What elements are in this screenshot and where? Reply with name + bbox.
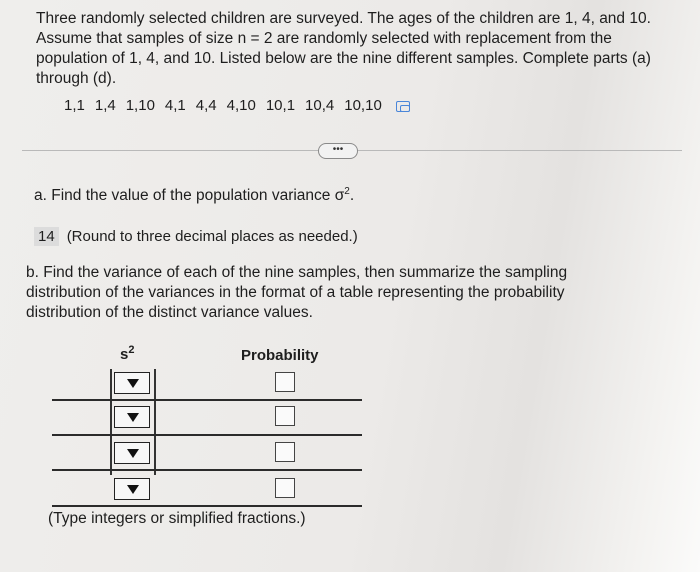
table-column-border <box>154 369 156 475</box>
part-b-question: b. Find the variance of each of the nine samples, then summarize the sampling distribution of the variances in the format of a table representing the probability distribution of the distinct variance values. <box>26 264 568 321</box>
sample-item: 4,10 <box>226 97 256 114</box>
variance-dropdown[interactable] <box>114 372 150 394</box>
variance-dropdown[interactable] <box>114 442 150 464</box>
sample-item: 4,1 <box>164 97 186 114</box>
sample-item: 1,1 <box>64 97 85 114</box>
part-a-question-suffix: . <box>349 187 355 205</box>
variance-column-header <box>120 344 134 363</box>
intro-text: Three randomly selected children are surveyed. The ages of the children are 1, 4, and 10. Assume that samples of size n = 2 are randomly selected with replacement from the population of 1, 4, and 10. Listed below are the nine different samples. Complete parts (a) through (d). <box>36 10 651 87</box>
sample-item: 1,10 <box>125 97 155 114</box>
probability-input[interactable] <box>275 406 295 426</box>
variance-column-header-sup: 2 <box>128 344 135 356</box>
table-row-divider <box>52 434 362 436</box>
sample-item: 1,4 <box>94 97 116 114</box>
variance-dropdown[interactable] <box>114 406 150 428</box>
sample-item: 10,1 <box>265 97 296 114</box>
probability-input[interactable] <box>275 478 295 498</box>
part-a-question-text: a. Find the value of the population variance σ <box>34 187 345 205</box>
variance-column-header-base: s <box>120 346 129 363</box>
part-a-answer <box>34 227 358 246</box>
probability-input[interactable] <box>275 372 295 392</box>
part-a-question <box>34 186 354 205</box>
table-row-divider <box>52 469 362 471</box>
variance-dropdown[interactable] <box>114 478 150 500</box>
sample-item: 10,4 <box>305 97 335 114</box>
table-row-divider <box>52 399 362 401</box>
part-b-hint: (Type integers or simplified fractions.) <box>48 510 306 527</box>
part-a-answer-note: (Round to three decimal places as needed.) <box>66 228 358 245</box>
table-row-divider <box>52 505 362 507</box>
sample-item: 10,10 <box>344 97 382 114</box>
samples-list <box>64 97 410 114</box>
table-column-border <box>110 369 112 475</box>
probability-input[interactable] <box>275 442 295 462</box>
copy-icon[interactable] <box>396 101 410 112</box>
variance-answer-field[interactable]: 14 <box>34 227 59 246</box>
probability-column-header: Probability <box>241 347 319 364</box>
part-a-question-sup: 2 <box>344 186 350 197</box>
sample-item: 4,4 <box>195 97 217 114</box>
expand-button[interactable]: ••• <box>318 143 358 159</box>
